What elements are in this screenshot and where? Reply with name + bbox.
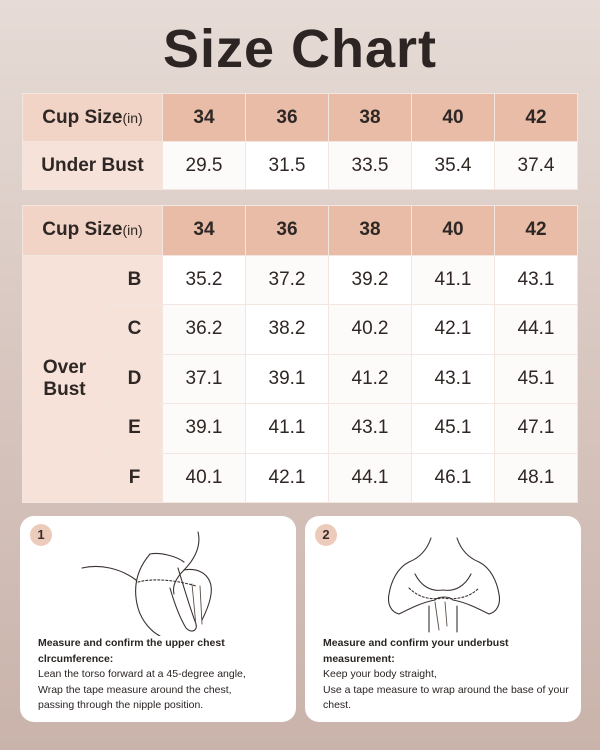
table-cell: 37.4 <box>495 142 578 190</box>
instruction-card-1 <box>20 516 296 722</box>
page-title: Size Chart <box>162 19 438 79</box>
card-2-instruction-line2: Use a tape measure to wrap around the base of your <box>323 683 569 696</box>
card-1-heading-line1: Measure and confirm the upper chest <box>38 637 225 649</box>
card-2-instruction-line3: chest. <box>323 699 352 711</box>
under-bust-label: Under Bust <box>23 142 163 190</box>
cup-size-header-unit: (in) <box>122 109 143 126</box>
cup-size-header-unit: (in) <box>122 222 143 239</box>
size-header: 34 <box>163 206 246 256</box>
table-cell: 48.1 <box>495 453 578 503</box>
table-row <box>23 305 578 355</box>
size-header: 36 <box>246 206 329 256</box>
table-row <box>23 453 578 503</box>
table-cell: 46.1 <box>412 453 495 503</box>
cup-size-header <box>23 94 163 142</box>
table-cell: 40.2 <box>329 305 412 355</box>
table-cell: 39.2 <box>329 255 412 305</box>
size-header: 38 <box>329 206 412 256</box>
card-1-instruction-line2: Wrap the tape measure around the chest, <box>38 683 232 696</box>
cup-label: B <box>107 255 163 305</box>
table-cell: 41.2 <box>329 354 412 404</box>
table-cell: 45.1 <box>412 404 495 454</box>
under-bust-table <box>22 93 578 190</box>
cup-label: C <box>107 305 163 355</box>
table-cell: 42.1 <box>246 453 329 503</box>
table-cell: 37.2 <box>246 255 329 305</box>
lean-forward-measure-illustration <box>80 528 240 636</box>
card-1-heading-line2: clrcumference: <box>38 652 114 665</box>
card-1-text <box>38 636 288 714</box>
size-header: 42 <box>495 94 578 142</box>
table-cell: 38.2 <box>246 305 329 355</box>
cup-label: E <box>107 404 163 454</box>
card-2-heading-line1: Measure and confirm your underbust <box>323 637 509 649</box>
cup-label: D <box>107 354 163 404</box>
table-cell: 39.1 <box>246 354 329 404</box>
table-cell: 31.5 <box>246 142 329 190</box>
step-number-badge: 1 <box>30 524 52 546</box>
cup-size-header-label: Cup Size <box>42 219 123 241</box>
card-1-instruction-line1: Lean the torso forward at a 45-degree angle, <box>38 668 246 680</box>
table-cell: 37.1 <box>163 354 246 404</box>
over-bust-label-line1: Over <box>42 356 87 378</box>
size-header: 40 <box>412 206 495 256</box>
table-cell: 39.1 <box>163 404 246 454</box>
instruction-card-2 <box>305 516 581 722</box>
size-header: 34 <box>163 94 246 142</box>
table-row <box>23 255 578 305</box>
table-cell: 41.1 <box>412 255 495 305</box>
table-row <box>23 404 578 454</box>
table-cell: 44.1 <box>329 453 412 503</box>
underbust-measure-illustration <box>365 528 525 636</box>
table-cell: 43.1 <box>495 255 578 305</box>
over-bust-label-line2: Bust <box>43 378 86 400</box>
table-header-row <box>23 94 578 142</box>
card-2-heading-line2: measurement: <box>323 652 395 665</box>
table-cell: 43.1 <box>329 404 412 454</box>
table-cell: 42.1 <box>412 305 495 355</box>
table-cell: 35.2 <box>163 255 246 305</box>
table-cell: 36.2 <box>163 305 246 355</box>
size-header: 42 <box>495 206 578 256</box>
card-1-instruction-line3: passing through the nipple position. <box>38 699 204 711</box>
table-row <box>23 354 578 404</box>
table-cell: 47.1 <box>495 404 578 454</box>
table-cell: 43.1 <box>412 354 495 404</box>
card-2-instruction-line1: Keep your body straight, <box>323 668 437 680</box>
table-header-row <box>23 206 578 256</box>
size-header: 36 <box>246 94 329 142</box>
table-cell: 35.4 <box>412 142 495 190</box>
table-cell: 40.1 <box>163 453 246 503</box>
size-header: 38 <box>329 94 412 142</box>
card-2-text <box>323 636 573 714</box>
over-bust-label <box>23 255 107 503</box>
table-row <box>23 142 578 190</box>
table-cell: 29.5 <box>163 142 246 190</box>
size-header: 40 <box>412 94 495 142</box>
cup-size-header <box>23 206 163 256</box>
over-bust-table <box>22 205 578 503</box>
table-cell: 41.1 <box>246 404 329 454</box>
step-number-badge: 2 <box>315 524 337 546</box>
cup-label: F <box>107 453 163 503</box>
table-cell: 45.1 <box>495 354 578 404</box>
cup-size-header-label: Cup Size <box>42 106 123 128</box>
table-cell: 44.1 <box>495 305 578 355</box>
table-cell: 33.5 <box>329 142 412 190</box>
